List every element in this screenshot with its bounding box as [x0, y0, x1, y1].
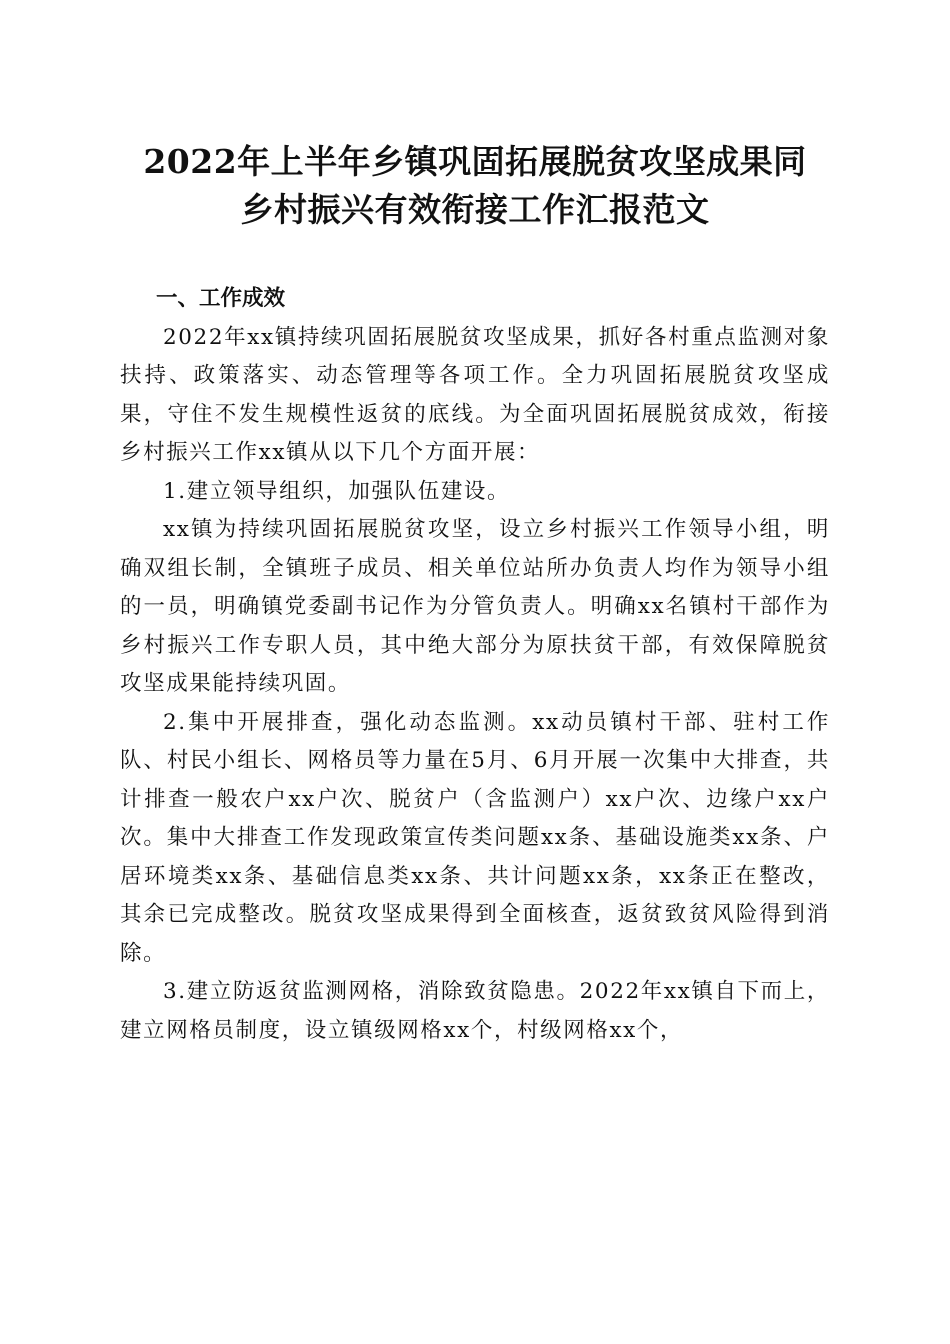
document-body: [120, 280, 830, 1050]
paragraph-intro: 2022年xx镇持续巩固拓展脱贫攻坚成果，抓好各村重点监测对象扶持、政策落实、动态管理等各项工作。全力巩固拓展脱贫攻坚成果，守住不发生规模性返贫的底线。为全面巩固拓展脱贫成效，衔接乡村振兴工作xx镇从以下几个方面开展：: [120, 324, 830, 465]
paragraph-item-3: 3.建立防返贫监测网格，消除致贫隐患。2022年xx镇自下而上，建立网格员制度，设立镇级网格xx个，村级网格xx个，: [120, 979, 830, 1043]
paragraph-item-1-body: xx镇为持续巩固拓展脱贫攻坚，设立乡村振兴工作领导小组，明确双组长制，全镇班子成员、相关单位站所办负责人均作为领导小组的一员，明确镇党委副书记作为分管负责人。明确xx名镇村干部作为乡村振兴工作专职人员，其中绝大部分为原扶贫干部，有效保障脱贫攻坚成果能持续巩固。: [120, 517, 830, 696]
section-heading: 一、工作成效: [156, 286, 286, 311]
title-line-1: 2022年上半年乡镇巩固拓展脱贫攻坚成果同: [143, 142, 807, 181]
document-title: [100, 138, 850, 234]
paragraph-item-1-heading: 1.建立领导组织，加强队伍建设。: [163, 478, 511, 504]
paragraph-item-2: 2.集中开展排查，强化动态监测。xx动员镇村干部、驻村工作队、村民小组长、网格员等力量在5月、6月开展一次集中大排查，共计排查一般农户xx户次、脱贫户（含监测户）xx户次、边缘户xx户次。集中大排查工作发现政策宣传类问题xx条、基础设施类xx条、户居环境类xx条、基础信息类xx条、共计问题xx条，xx条正在整改，其余已完成整改。脱贫攻坚成果得到全面核查，返贫致贫风险得到消除。: [120, 709, 830, 966]
title-line-2: 乡村振兴有效衔接工作汇报范文: [240, 190, 710, 229]
